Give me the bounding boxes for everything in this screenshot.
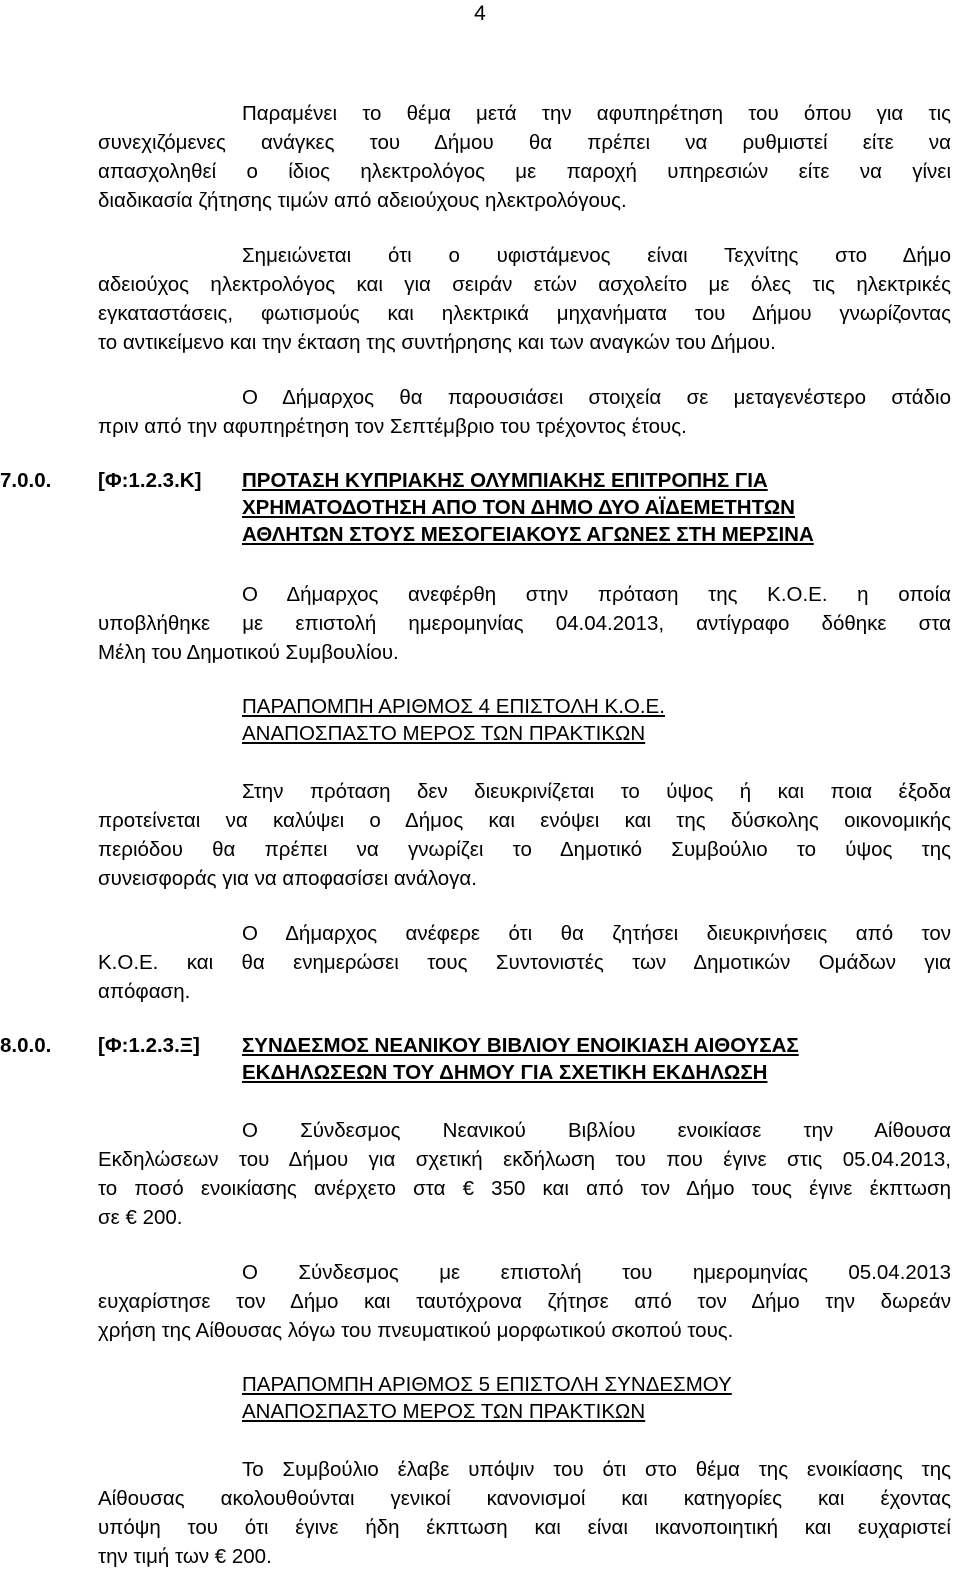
text-line: Το Συμβούλιο έλαβε υπόψιν του ότι στο θέμα της ενοικίασης της [242,1458,951,1481]
text-line: Μέλη του Δημοτικού Συμβουλίου. [98,641,399,664]
item-code: [Φ:1.2.3.Κ] [98,469,202,492]
text-line: το ποσό ενοικίασης ανέρχετο στα € 350 και από τον Δήμο τους έγινε έκπτωση [98,1177,951,1200]
reference-line: ΑΝΑΠΟΣΠΑΣΤΟ ΜΕΡΟΣ ΤΩΝ ΠΡΑΚΤΙΚΩΝ [242,722,646,745]
text-line: Ο Δήμαρχος θα παρουσιάσει στοιχεία σε μεταγενέστερο στάδιο [242,386,951,409]
reference-4 [242,693,665,747]
text-line: Ο Δήμαρχος ανέφερε ότι θα ζητήσει διευκρινήσεις από τον [242,922,951,945]
text-line: Ο Σύνδεσμος Νεανικού Βιβλίου ενοικίασε την Αίθουσα [242,1119,951,1142]
item-title [242,1032,951,1086]
agenda-item-8 [0,1032,951,1088]
text-line: Αίθουσας ακολουθούνται γενικοί κανονισμοί και κατηγορίες και έχοντας [98,1487,951,1510]
agenda-item-7 [0,467,951,551]
paragraph-note-technician [98,241,951,357]
text-line: αδειούχος ηλεκτρολόγος και για σειράν ετών ασχολείτο με όλες τις ηλεκτρικές [98,273,951,296]
reference-line: ΑΝΑΠΟΣΠΑΣΤΟ ΜΕΡΟΣ ΤΩΝ ΠΡΑΚΤΙΚΩΝ [242,1400,646,1423]
paragraph-koe-proposal [98,580,951,667]
title-line: ΧΡΗΜΑΤΟΔΟΤΗΣΗ ΑΠΟ ΤΟΝ ΔΗΜΟ ΔΥΟ ΑΪΔΕΜΕΤΗΤΩΝ [242,496,795,519]
text-line: το αντικείμενο και την έκταση της συντήρησης και των αναγκών του Δήμου. [98,331,776,354]
text-line: χρήση της Αίθουσας λόγω του πνευματικού μορφωτικού σκοπού τους. [98,1319,734,1342]
title-line: ΣΥΝΔΕΣΜΟΣ ΝΕΑΝΙΚΟΥ ΒΙΒΛΙΟΥ ΕΝΟΙΚΙΑΣΗ ΑΙΘΟΥΣΑΣ [242,1034,799,1057]
text-line: Εκδηλώσεων του Δήμου για σχετική εκδήλωση του που έγινε στις 05.04.2013, [98,1148,951,1171]
paragraph-association-letter [98,1258,951,1345]
text-line: Παραμένει το θέμα μετά την αφυπηρέτηση του όπου για τις [242,102,951,125]
text-line: απασχοληθεί ο ίδιος ηλεκτρολόγος με παροχή υπηρεσιών είτε να γίνει [98,160,951,183]
item-title [242,467,951,548]
paragraph-mayor-data [98,383,951,441]
text-line: την τιμή των € 200. [98,1545,272,1568]
text-line: Σημειώνεται ότι ο υφιστάμενος είναι Τεχνίτης στο Δήμο [242,244,951,267]
title-line: ΕΚΔΗΛΩΣΕΩΝ ΤΟΥ ΔΗΜΟΥ ΓΙΑ ΣΧΕΤΙΚΗ ΕΚΔΗΛΩΣΗ [242,1061,768,1084]
text-line: ευχαρίστησε τον Δήμο και ταυτόχρονα ζήτησε από τον Δήμο την δωρεάν [98,1290,951,1313]
item-code: [Φ:1.2.3.Ξ] [98,1034,200,1057]
text-line: συνεχιζόμενες ανάγκες του Δήμου θα πρέπει να ρυθμιστεί είτε να [98,131,951,154]
text-line: πριν από την αφυπηρέτηση τον Σεπτέμβριο του τρέχοντος έτους. [98,415,687,438]
text-line: σε € 200. [98,1206,183,1229]
text-line: υπόψη του ότι έγινε ήδη έκπτωση και είναι ικανοποιητική και ευχαριστεί [98,1516,951,1539]
text-line: Κ.Ο.Ε. και θα ενημερώσει τους Συντονιστές των Δημοτικών Ομάδων για [98,951,951,974]
text-line: Ο Δήμαρχος ανεφέρθη στην πρόταση της Κ.Ο.Ε. η οποία [242,583,951,606]
reference-5 [242,1371,732,1425]
item-number: 7.0.0. [0,469,52,492]
text-line: συνεισφοράς για να αποφασίσει ανάλογα. [98,867,477,890]
paragraph-proposal-clarification [98,777,951,893]
item-number: 8.0.0. [0,1034,52,1057]
text-line: διαδικασία ζήτησης τιμών από αδειούχους ηλεκτρολόγους. [98,189,627,212]
paragraph-retirement [98,99,951,215]
paragraph-council-decision [98,1455,951,1571]
text-line: εγκαταστάσεις, φωτισμούς και ηλεκτρικά μηχανήματα του Δήμου γνωρίζοντας [98,302,951,325]
text-line: περιόδου θα πρέπει να γνωρίζει το Δημοτικό Συμβούλιο το ύψος της [98,838,951,861]
reference-line: ΠΑΡΑΠΟΜΠΗ ΑΡΙΘΜΟΣ 4 ΕΠΙΣΤΟΛΗ Κ.Ο.Ε. [242,695,665,718]
text-line: Ο Σύνδεσμος με επιστολή του ημερομηνίας 05.04.2013 [242,1261,951,1284]
text-line: Στην πρόταση δεν διευκρινίζεται το ύψος ή και ποια έξοδα [242,780,951,803]
text-line: προτείνεται να καλύψει ο Δήμος και ενόψει και της δύσκολης οικονομικής [98,809,951,832]
paragraph-hall-rental [98,1116,951,1232]
page-number: 4 [474,2,486,25]
text-line: υποβλήθηκε με επιστολή ημερομηνίας 04.04.2013, αντίγραφο δόθηκε στα [98,612,951,635]
text-line: απόφαση. [98,980,191,1003]
paragraph-mayor-clarifications [98,919,951,1006]
title-line: ΠΡΟΤΑΣΗ ΚΥΠΡΙΑΚΗΣ ΟΛΥΜΠΙΑΚΗΣ ΕΠΙΤΡΟΠΗΣ ΓΙΑ [242,469,768,492]
reference-line: ΠΑΡΑΠΟΜΠΗ ΑΡΙΘΜΟΣ 5 ΕΠΙΣΤΟΛΗ ΣΥΝΔΕΣΜΟΥ [242,1373,732,1396]
title-line: ΑΘΛΗΤΩΝ ΣΤΟΥΣ ΜΕΣΟΓΕΙΑΚΟΥΣ ΑΓΩΝΕΣ ΣΤΗ ΜΕΡΣΙΝΑ [242,523,814,546]
